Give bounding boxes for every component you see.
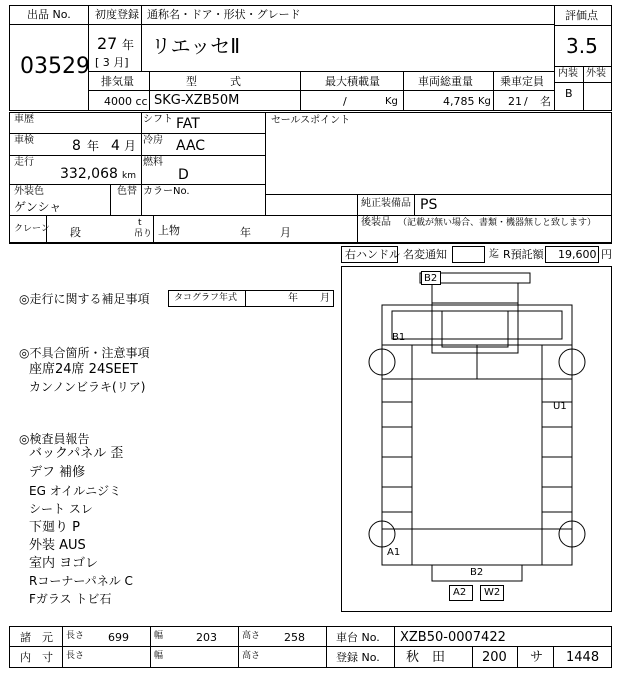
lot-number: 03529 — [20, 54, 90, 79]
aftermarket-note: （記載が無い場合、書類・機器無しと致します） — [398, 218, 597, 228]
gross-weight-label: 車両総重量 — [418, 75, 473, 88]
crane-lift-unit: 吊り — [134, 229, 153, 239]
max-load-value: / — [343, 95, 347, 108]
lift-month-unit: 月 — [280, 226, 291, 239]
type-label: 型 式 — [186, 75, 241, 88]
history-label: 車歴 — [14, 114, 34, 125]
steering-value: 右ハンドル — [345, 248, 400, 261]
damage-mark: W2 — [484, 587, 501, 598]
lift-label: 上物 — [158, 224, 180, 237]
ext-color-value: ゲンシャ — [14, 200, 62, 214]
damage-mark: B1 — [392, 332, 406, 343]
inspection-label: 車検 — [14, 135, 34, 146]
bus-outline — [342, 267, 611, 611]
ac-label: 冷房 — [143, 135, 163, 146]
first-reg-month: [ 3 月] — [95, 56, 129, 69]
ext-color-label: 外装色 — [14, 186, 44, 197]
fuel-label: 燃料 — [143, 157, 163, 168]
score-label: 評価点 — [565, 9, 598, 22]
color-change-label: 色替 — [117, 186, 137, 197]
max-load-unit: Kg — [385, 96, 398, 107]
interior-label: 内装 — [558, 68, 578, 79]
damage-mark: A2 — [453, 587, 467, 598]
interior-dims-label: 内 寸 — [20, 651, 53, 664]
inspector-line: 室内 ヨゴレ — [29, 556, 99, 571]
ac-value: AAC — [176, 138, 206, 154]
inspector-title: ◎検査員報告 — [19, 432, 90, 446]
length-label: 長さ — [66, 631, 85, 641]
supplement-title: ◎走行に関する補足事項 — [19, 292, 150, 306]
height-label: 高さ — [242, 651, 261, 661]
color-no-label: カラーNo. — [143, 186, 190, 197]
reg-class: 200 — [482, 650, 507, 665]
reg-region: 秋 田 — [406, 650, 446, 665]
inspector-line: Fガラス トビ石 — [29, 592, 112, 606]
exterior-label: 外装 — [586, 68, 606, 79]
name-change-box — [452, 246, 485, 263]
displacement-label: 排気量 — [101, 75, 134, 88]
inspector-line: バックパネル 歪 — [29, 446, 124, 461]
capacity-label: 乗車定員 — [500, 75, 544, 88]
interior-grade: B — [565, 87, 573, 100]
inspector-line: EG オイルニジミ — [29, 484, 122, 498]
chassis-label: 車台 No. — [336, 631, 380, 644]
capacity-sep: / — [524, 95, 528, 108]
recycle-label: R預託額 — [503, 248, 544, 261]
equipment-value: PS — [420, 197, 438, 213]
inspection-month-unit: 月 — [124, 139, 137, 153]
model-header-label: 通称名・ドア・形状・グレード — [147, 8, 301, 21]
capacity-unit: 名 — [540, 95, 551, 108]
recycle-amount: 19,600 — [558, 248, 597, 261]
model-name: リエッセⅡ — [151, 34, 241, 58]
registration-label: 登録 No. — [336, 651, 380, 664]
recycle-unit: 円 — [601, 248, 612, 261]
crane-label: クレーン — [14, 224, 50, 234]
width-label: 幅 — [154, 631, 164, 641]
inspector-line: 下廻り P — [29, 520, 80, 535]
damage-mark: B2 — [424, 273, 438, 284]
height-label: 高さ — [242, 631, 261, 641]
first-reg-year-unit: 年 — [122, 38, 135, 52]
first-reg-label: 初度登録 — [95, 8, 139, 21]
reg-kana: サ — [530, 650, 544, 665]
aftermarket-label: 後装品 — [361, 217, 391, 228]
damage-mark: U1 — [553, 401, 567, 412]
defect-line: 座席24席 24SEET — [29, 362, 138, 377]
reg-number: 1448 — [566, 650, 600, 665]
inspector-line: 外装 AUS — [29, 538, 86, 553]
inspector-line: シート スレ — [29, 502, 93, 516]
max-load-label: 最大積載量 — [325, 75, 380, 88]
damage-mark: B2 — [470, 567, 484, 578]
name-change-label: 名変通知 — [403, 248, 447, 261]
damage-mark: A1 — [387, 547, 401, 558]
width-value: 203 — [196, 631, 217, 644]
gross-weight-unit: Kg — [478, 96, 491, 107]
equipment-label: 純正装備品 — [361, 198, 411, 209]
inspection-year-unit: 年 — [87, 139, 100, 153]
length-value: 699 — [108, 631, 129, 644]
mileage-value: 332,068 — [60, 166, 118, 182]
shift-value: FAT — [176, 116, 200, 132]
inspector-line: デフ 補修 — [29, 465, 86, 480]
mileage-unit: km — [122, 171, 136, 181]
crane-stage-unit: 段 — [70, 226, 81, 239]
chassis-number: XZB50-0007422 — [400, 630, 506, 645]
inspection-month: 4 — [111, 138, 120, 154]
sales-point-label: セールスポイント — [271, 115, 351, 126]
inspection-year: 8 — [72, 138, 81, 154]
lot-label: 出品 No. — [27, 8, 71, 21]
inspector-line: Rコーナーパネル C — [29, 574, 133, 588]
gross-weight-value: 4,785 — [443, 95, 475, 108]
displacement-value: 4000 cc — [104, 95, 148, 108]
dims-label: 諸 元 — [20, 631, 53, 644]
lift-year-unit: 年 — [240, 226, 251, 239]
tacho-month-unit: 月 — [320, 293, 330, 304]
fuel-value: D — [178, 167, 189, 183]
capacity-value: 21 — [508, 95, 522, 108]
length-label: 長さ — [66, 651, 85, 661]
defects-title: ◎不具合箇所・注意事項 — [19, 346, 150, 360]
score-value: 3.5 — [566, 34, 598, 58]
deadline-label: 迄 — [489, 249, 499, 260]
shift-label: シフト — [143, 114, 173, 125]
footer-block — [9, 626, 612, 668]
defect-line: カンノンビラキ(リア) — [29, 380, 146, 394]
tacho-year-unit: 年 — [288, 293, 298, 304]
vehicle-diagram — [341, 266, 612, 612]
crane-t: t — [138, 218, 142, 228]
height-value: 258 — [284, 631, 305, 644]
width-label: 幅 — [154, 651, 164, 661]
first-reg-year: 27 — [97, 34, 118, 53]
mileage-label: 走行 — [14, 157, 34, 168]
model-code: SKG-XZB50M — [154, 93, 240, 108]
tacho-label: タコグラフ年式 — [174, 293, 238, 303]
